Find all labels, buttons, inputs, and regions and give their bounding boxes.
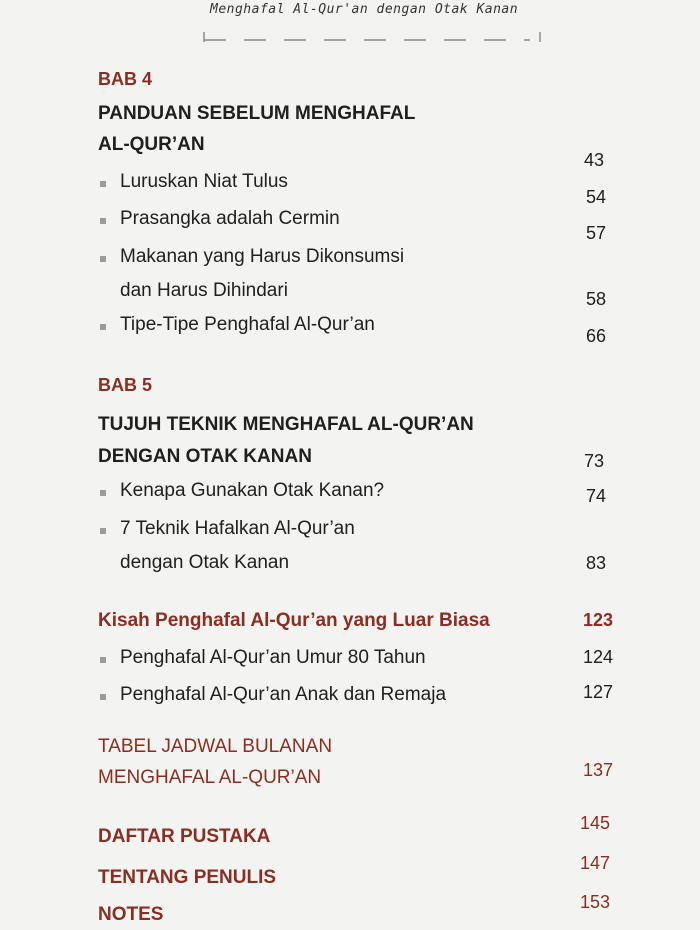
header-dashed-border bbox=[200, 28, 560, 52]
bab4-page: 43 bbox=[584, 150, 605, 170]
toc-item-page: 124 bbox=[583, 647, 614, 667]
tabel-title-line2: MENGHAFAL AL-QUR’AN bbox=[98, 767, 322, 788]
toc-item-page: 127 bbox=[583, 682, 614, 702]
bab5-label: BAB 5 bbox=[98, 375, 153, 395]
toc-item: Kenapa Gunakan Otak Kanan? bbox=[120, 480, 385, 501]
toc-item-page: 57 bbox=[586, 223, 607, 243]
notes-title: NOTES bbox=[98, 904, 164, 925]
tentang-penulis-title: TENTANG PENULIS bbox=[98, 867, 277, 888]
bab4-title-line2: AL-QUR’AN bbox=[98, 134, 205, 155]
kisah-title: Kisah Penghafal Al-Qur’an yang Luar Biasa bbox=[98, 610, 490, 631]
kisah-page: 123 bbox=[583, 610, 614, 630]
bullet-icon bbox=[100, 657, 106, 663]
bullet-icon bbox=[100, 694, 106, 700]
toc-item-page: 66 bbox=[586, 326, 607, 346]
toc-item: Penghafal Al-Qur’an Anak dan Remaja bbox=[120, 684, 447, 705]
toc-item: Penghafal Al-Qur’an Umur 80 Tahun bbox=[120, 647, 426, 668]
toc-item: 7 Teknik Hafalkan Al-Qur’an bbox=[120, 518, 355, 539]
notes-page: 153 bbox=[580, 892, 611, 912]
bab5-title-line2: DENGAN OTAK KANAN bbox=[98, 446, 312, 467]
bab5-page: 73 bbox=[584, 451, 605, 471]
running-header: Menghafal Al-Qur'an dengan Otak Kanan bbox=[210, 2, 519, 17]
bab4-label: BAB 4 bbox=[98, 69, 153, 89]
bullet-icon bbox=[100, 324, 106, 330]
toc-item-page: 83 bbox=[586, 553, 607, 573]
bullet-icon bbox=[100, 490, 106, 496]
bullet-icon bbox=[100, 528, 106, 534]
toc-item: Makanan yang Harus Dikonsumsi bbox=[120, 246, 405, 267]
toc-item: Tipe-Tipe Penghafal Al-Qur’an bbox=[120, 314, 375, 335]
daftar-pustaka-title: DAFTAR PUSTAKA bbox=[98, 826, 271, 847]
toc-item-page: 74 bbox=[586, 486, 607, 506]
bullet-icon bbox=[100, 181, 106, 187]
bab5-title-line1: TUJUH TEKNIK MENGHAFAL AL-QUR’AN bbox=[98, 414, 474, 435]
bullet-icon bbox=[100, 256, 106, 262]
tabel-page: 137 bbox=[583, 760, 614, 780]
tabel-title-line1: TABEL JADWAL BULANAN bbox=[98, 736, 333, 757]
bab4-title-line1: PANDUAN SEBELUM MENGHAFAL bbox=[98, 103, 416, 124]
toc-item-continued: dengan Otak Kanan bbox=[120, 552, 290, 573]
daftar-pustaka-page: 145 bbox=[580, 813, 611, 833]
bullet-icon bbox=[100, 218, 106, 224]
toc-item-page: 58 bbox=[586, 289, 607, 309]
tentang-penulis-page: 147 bbox=[580, 853, 611, 873]
toc-item-continued: dan Harus Dihindari bbox=[120, 280, 288, 301]
toc-item: Luruskan Niat Tulus bbox=[120, 171, 288, 192]
toc-item-page: 54 bbox=[586, 187, 607, 207]
toc-item: Prasangka adalah Cermin bbox=[120, 208, 340, 229]
